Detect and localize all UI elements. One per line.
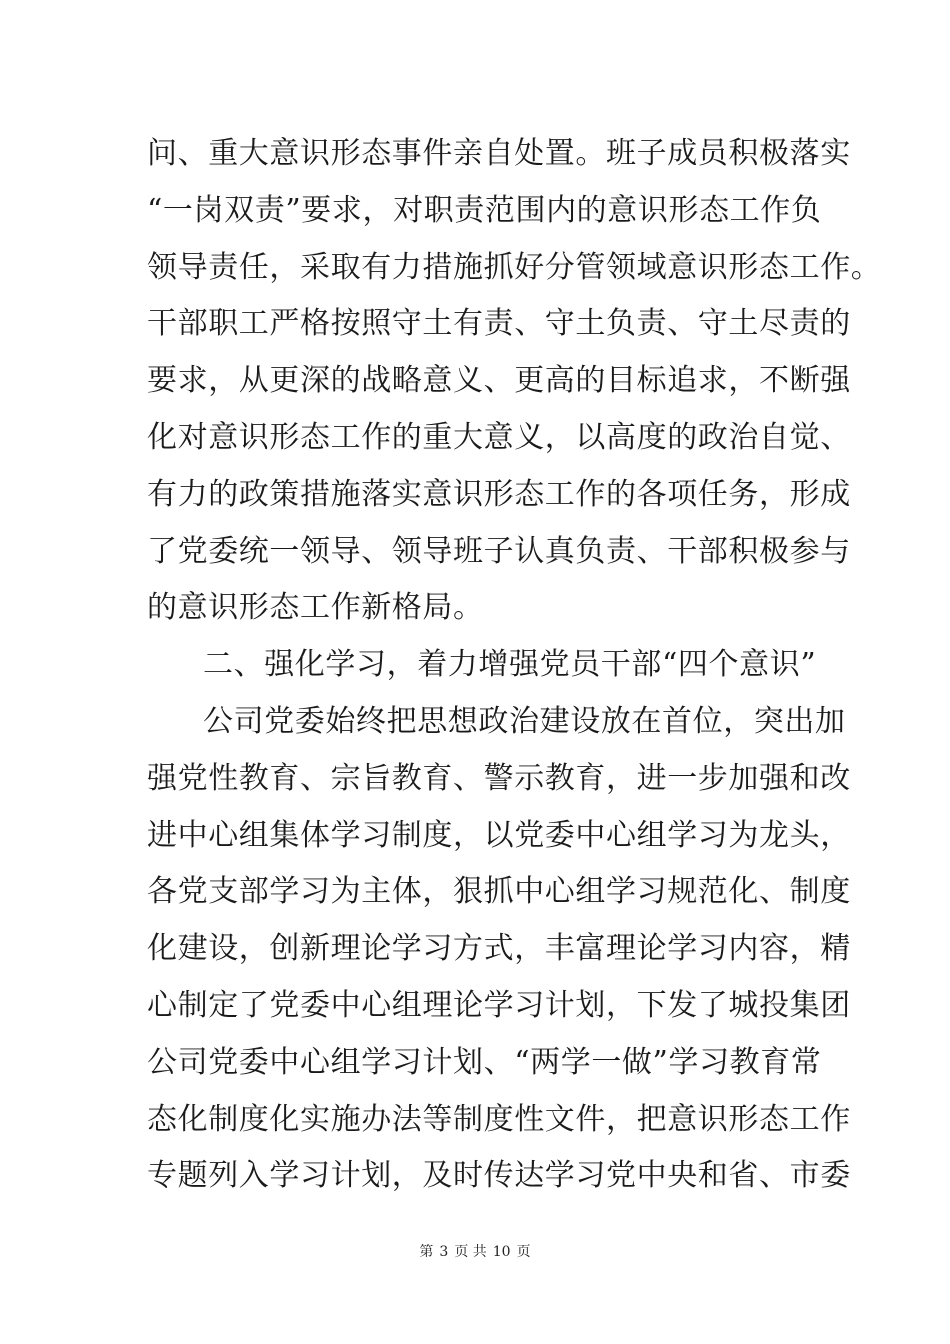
- footer-page-current: 3: [439, 1244, 449, 1260]
- paragraph-first-line: 公司党委始终把思想政治建设放在首位，突出加: [203, 703, 846, 739]
- text-line: 化对意识形态工作的重大意义，以高度的政治自觉、: [147, 419, 851, 455]
- text-line: 强党性教育、宗旨教育、警示教育，进一步加强和改: [147, 760, 851, 796]
- section-heading: 二、强化学习，着力增强党员干部“四个意识”: [203, 647, 817, 683]
- footer-page-suffix: 页: [516, 1244, 531, 1260]
- footer-page-mid: 页 共: [454, 1244, 487, 1260]
- text-line: 要求，从更深的战略意义、更高的目标追求，不断强: [147, 363, 851, 399]
- text-line: “一岗双责”要求，对职责范围内的意识形态工作负: [147, 192, 822, 228]
- text-line: 态化制度化实施办法等制度性文件，把意识形态工作: [147, 1101, 851, 1137]
- footer-page-prefix: 第: [419, 1244, 434, 1260]
- text-line: 专题列入学习计划，及时传达学习党中央和省、市委: [147, 1158, 851, 1194]
- text-line: 公司党委中心组学习计划、“两学一做”学习教育常: [147, 1044, 822, 1080]
- text-line: 化建设，创新理论学习方式，丰富理论学习内容，精: [147, 931, 851, 967]
- text-line: 的意识形态工作新格局。: [147, 590, 484, 626]
- page-footer: [0, 1242, 950, 1262]
- text-line: 了党委统一领导、领导班子认真负责、干部积极参与: [147, 533, 851, 569]
- footer-page-total: 10: [492, 1244, 511, 1260]
- text-line: 领导责任，采取有力措施抓好分管领域意识形态工作。: [147, 249, 882, 285]
- text-line: 问、重大意识形态事件亲自处置。班子成员积极落实: [147, 136, 851, 171]
- text-line: 干部职工严格按照守土有责、守土负责、守土尽责的: [147, 306, 851, 342]
- document-body: [147, 126, 882, 1205]
- text-line: 各党支部学习为主体，狠抓中心组学习规范化、制度: [147, 874, 851, 910]
- text-line: 进中心组集体学习制度，以党委中心组学习为龙头，: [147, 817, 851, 853]
- text-line: 有力的政策措施落实意识形态工作的各项任务，形成: [147, 476, 851, 512]
- text-line: 心制定了党委中心组理论学习计划，下发了城投集团: [147, 987, 851, 1023]
